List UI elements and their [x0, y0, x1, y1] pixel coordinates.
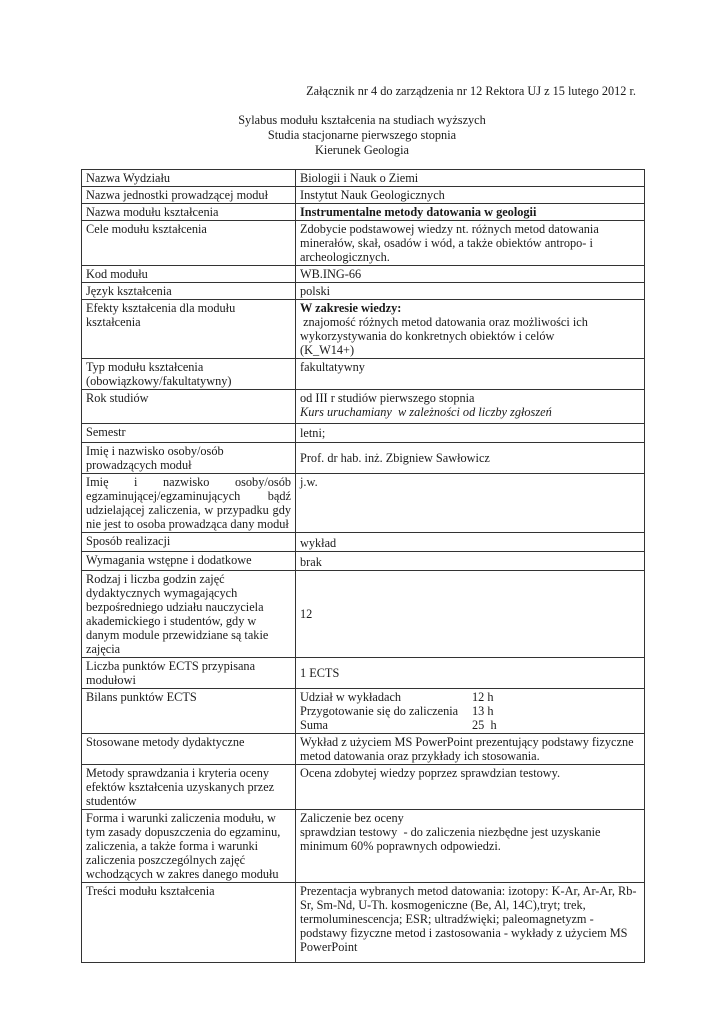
annex-note: Załącznik nr 4 do zarządzenia nr 12 Rektora UJ z 15 lutego 2012 r. [306, 84, 636, 98]
text-line: Wykład z użyciem MS PowerPoint prezentujący podstawy fizyczne [300, 735, 634, 749]
row-value: j.w. [296, 474, 645, 533]
row-value: fakultatywny [296, 359, 645, 390]
row-value: polski [296, 283, 645, 300]
row-value: WB.ING-66 [296, 266, 645, 283]
ects-item-hours: 12 h [472, 690, 494, 704]
text-line: dydaktycznych wymagających [86, 586, 238, 600]
table-row [82, 359, 645, 390]
text-line: danym module przewidziane są takie [86, 628, 269, 642]
row-label [82, 810, 296, 883]
text-line: Prezentacja wybranych metod datowania: izotopy: K-Ar, Ar-Ar, Rb- [300, 884, 637, 898]
text-line: minerałów, skał, osadów i wód, a także obiektów antropo- i [300, 236, 593, 250]
table-row [82, 552, 645, 571]
row-label: Stosowane metody dydaktyczne [82, 734, 296, 765]
text-line: kształcenia [86, 315, 141, 329]
text-line: zajęcia [86, 642, 121, 656]
heading-line: Studia stacjonarne pierwszego stopnia [267, 128, 457, 142]
text-line: modułowi [86, 673, 136, 687]
ects-item-name: Udział w wykładach [300, 690, 402, 704]
text-line: zaliczenia poszczególnych zajęć [86, 853, 246, 867]
row-value: Ocena zdobytej wiedzy poprzez sprawdzian testowy. [296, 765, 645, 810]
text-line: Sr, Sm-Nd, U-Th. kosmogeniczne (Be, Al, 14C),tryt; trek, [300, 898, 586, 912]
table-row [82, 221, 645, 266]
row-label: Wymagania wstępne i dodatkowe [82, 552, 296, 571]
text-line: (obowiązkowy/fakultatywny) [86, 374, 232, 388]
row-label [82, 571, 296, 658]
table-row [82, 765, 645, 810]
text-line: Forma i warunki zaliczenia modułu, w [86, 811, 276, 825]
row-label: Język kształcenia [82, 283, 296, 300]
row-value: wykład [296, 533, 645, 552]
row-label: Sposób realizacji [82, 533, 296, 552]
text-line: Imię i nazwisko osoby/osób [86, 444, 224, 458]
row-label [82, 658, 296, 689]
text-line: Typ modułu kształcenia [86, 360, 204, 374]
row-label [82, 359, 296, 390]
text-line: od III r studiów pierwszego stopnia [300, 391, 475, 405]
row-label: Cele modułu kształcenia [82, 221, 296, 266]
text-line: studentów [86, 794, 137, 808]
text-line: akademickiego i studentów, gdy w [86, 614, 257, 628]
table-row [82, 187, 645, 204]
text-line: bezpośredniego udziału nauczyciela [86, 600, 264, 614]
table-row [82, 533, 645, 552]
row-value: 12 [296, 571, 645, 658]
text-line: wykorzystywania do konkretnych obiektów i celów [300, 329, 555, 343]
module-name-value: Instrumentalne metody datowania w geologii [296, 204, 645, 221]
text-line: Liczba punktów ECTS przypisana [86, 659, 256, 673]
ects-item [300, 690, 640, 704]
text-line: tym zasady dopuszczenia do egzaminu, [86, 825, 281, 839]
text-line: Imię i nazwisko osoby/osób [86, 475, 291, 489]
row-value: 1 ECTS [296, 658, 645, 689]
outcomes-heading: W zakresie wiedzy: [300, 301, 402, 315]
row-label [82, 443, 296, 474]
table-row [82, 734, 645, 765]
text-line: wchodzących w zakres danego modułu [86, 867, 279, 881]
row-label [82, 300, 296, 359]
ects-item-name: Suma [300, 718, 329, 732]
table-row [82, 283, 645, 300]
document-heading [0, 113, 724, 158]
row-label: Treści modułu kształcenia [82, 883, 296, 963]
text-line: egzaminującej/egzaminujących bądź [86, 489, 291, 503]
text-line: Rodzaj i liczba godzin zajęć [86, 572, 225, 586]
table-row [82, 571, 645, 658]
ects-item-name: Przygotowanie się do zaliczenia [300, 704, 459, 718]
table-row [82, 424, 645, 443]
row-value: Prof. dr hab. inż. Zbigniew Sawłowicz [296, 443, 645, 474]
ects-item-hours: 13 h [472, 704, 494, 718]
row-label [82, 474, 296, 533]
syllabus-table [81, 169, 645, 963]
text-line: Metody sprawdzania i kryteria oceny [86, 766, 270, 780]
text-line: minimum 60% poprawnych odpowiedzi. [300, 839, 501, 853]
heading-line: Sylabus modułu kształcenia na studiach wyższych [238, 113, 486, 127]
table-row [82, 266, 645, 283]
text-line: metod datowania oraz przykłady ich stosowania. [300, 749, 540, 763]
text-line: nie jest to osoba prowadząca dany moduł [86, 517, 289, 531]
row-value: Biologii i Nauk o Ziemi [296, 170, 645, 187]
text-line: archeologicznych. [300, 250, 390, 264]
year-note: Kurs uruchamiany w zależności od liczby zgłoszeń [300, 405, 552, 419]
heading-line: Kierunek Geologia [315, 143, 409, 157]
text-line: zaliczenia, a także forma i warunki [86, 839, 259, 853]
row-value [296, 810, 645, 883]
text-line: efektów kształcenia uzyskanych przez [86, 780, 275, 794]
table-row [82, 658, 645, 689]
table-row [82, 300, 645, 359]
ects-item [300, 718, 640, 732]
row-label: Kod modułu [82, 266, 296, 283]
text-line: Zaliczenie bez oceny [300, 811, 404, 825]
ects-balance [296, 689, 645, 734]
text-line: znajomość różnych metod datowania oraz możliwości ich [300, 315, 588, 329]
text-line: (K_W14+) [300, 343, 355, 357]
row-value [296, 300, 645, 359]
ects-item [300, 704, 640, 718]
row-value: brak [296, 552, 645, 571]
row-label [82, 765, 296, 810]
text-line: sprawdzian testowy - do zaliczenia niezbędne jest uzyskanie [300, 825, 601, 839]
ects-item-hours: 25 h [472, 718, 497, 732]
table-row [82, 474, 645, 533]
text-line: termoluminescencja; ESR; ultradźwięki; paleomagnetyzm - [300, 912, 594, 926]
row-label: Rok studiów [82, 390, 296, 424]
text-line: PowerPoint [300, 940, 358, 954]
row-value [296, 221, 645, 266]
text-line: Zdobycie podstawowej wiedzy nt. różnych metod datowania [300, 222, 599, 236]
table-row [82, 689, 645, 734]
row-value [296, 734, 645, 765]
table-row [82, 170, 645, 187]
row-label: Bilans punktów ECTS [82, 689, 296, 734]
table-row [82, 883, 645, 963]
table-row [82, 390, 645, 424]
row-label: Nazwa jednostki prowadzącej moduł [82, 187, 296, 204]
table-row [82, 443, 645, 474]
row-value [296, 883, 645, 963]
row-label: Semestr [82, 424, 296, 443]
text-line: podstawy fizyczne metod i zastosowania - wykłady z użyciem MS [300, 926, 628, 940]
text-line: Efekty kształcenia dla modułu [86, 301, 236, 315]
text-line: prowadzących moduł [86, 458, 192, 472]
row-label: Nazwa Wydziału [82, 170, 296, 187]
row-value: letni; [296, 424, 645, 443]
text-line: udzielającej zaliczenia, w przypadku gdy [86, 503, 291, 517]
row-label: Nazwa modułu kształcenia [82, 204, 296, 221]
table-row [82, 204, 645, 221]
row-value [296, 390, 645, 424]
table-row [82, 810, 645, 883]
row-value: Instytut Nauk Geologicznych [296, 187, 645, 204]
